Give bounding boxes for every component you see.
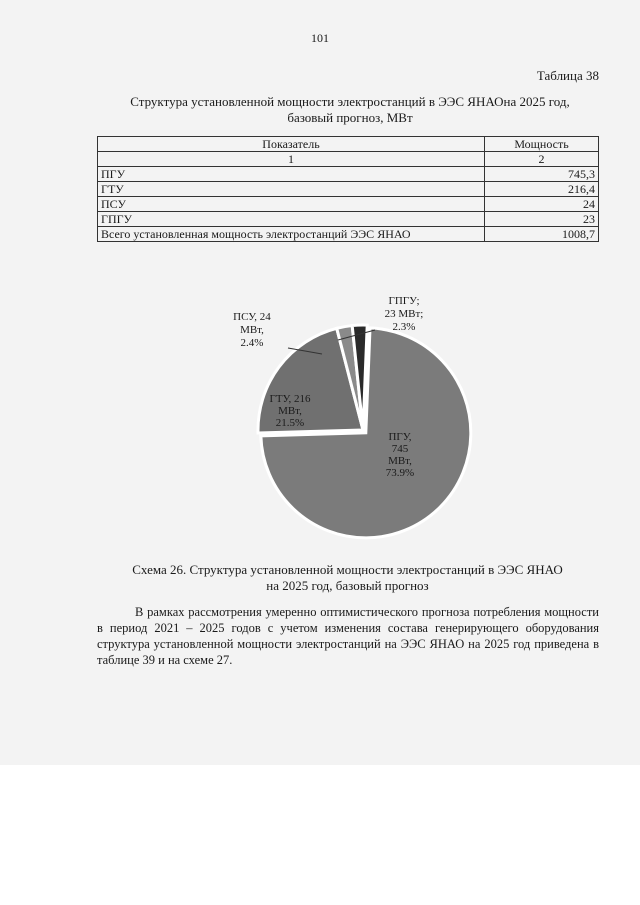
slice-label-ПГУ: ПГУ, 745 МВт, 73.9% xyxy=(385,431,415,479)
slice-label-ГПГУ: ГПГУ; 23 МВт; 2.3% xyxy=(384,295,424,333)
index-cell-1: 1 xyxy=(98,152,485,167)
slice-label-ПСУ: ПСУ, 24 МВт, 2.4% xyxy=(233,311,271,349)
table-row xyxy=(98,212,599,227)
index-cell-2: 2 xyxy=(485,152,599,167)
figure-caption xyxy=(80,562,615,594)
capacity-table xyxy=(97,136,599,242)
table-row xyxy=(98,182,599,197)
page-number: 101 xyxy=(311,31,329,45)
body-paragraph: В рамках рассмотрения умеренно оптимистического прогноза потребления мощности в период 2021 – 2025 годов с учетом изменения состава генерирующего оборудования структура установленной мощности электростанций на ЭЭС ЯНАО на 2025 год приведена в таблице 39 и на схеме 27. xyxy=(97,605,599,667)
row-value: 23 xyxy=(485,212,599,227)
header-indicator: Показатель xyxy=(98,137,485,152)
row-name: ГТУ xyxy=(98,182,485,197)
table-row xyxy=(98,167,599,182)
row-name: ПГУ xyxy=(98,167,485,182)
row-value: 24 xyxy=(485,197,599,212)
caption-line-1: Схема 26. Структура установленной мощности электростанций в ЭЭС ЯНАО xyxy=(132,562,563,577)
row-name: ПСУ xyxy=(98,197,485,212)
table-label: Таблица 38 xyxy=(536,68,599,83)
row-value: 1008,7 xyxy=(485,227,599,242)
row-name: ГПГУ xyxy=(98,212,485,227)
header-capacity: Мощность xyxy=(485,137,599,152)
table-title xyxy=(90,94,610,126)
table-title-line-1: Структура установленной мощности электростанций в ЭЭС ЯНАОна 2025 год, xyxy=(130,94,570,109)
caption-line-2: на 2025 год, базовый прогноз xyxy=(266,578,429,593)
table-header-row xyxy=(98,137,599,152)
table-total-row xyxy=(98,227,599,242)
row-value: 216,4 xyxy=(485,182,599,197)
slice-label-ГТУ: ГТУ, 216 МВт, 21.5% xyxy=(269,393,311,429)
table-index-row xyxy=(98,152,599,167)
table-title-line-2: базовый прогноз, МВт xyxy=(287,110,413,125)
table-row xyxy=(98,197,599,212)
row-name: Всего установленная мощность электростанций ЭЭС ЯНАО xyxy=(98,227,485,242)
pie-chart xyxy=(0,290,640,550)
row-value: 745,3 xyxy=(485,167,599,182)
